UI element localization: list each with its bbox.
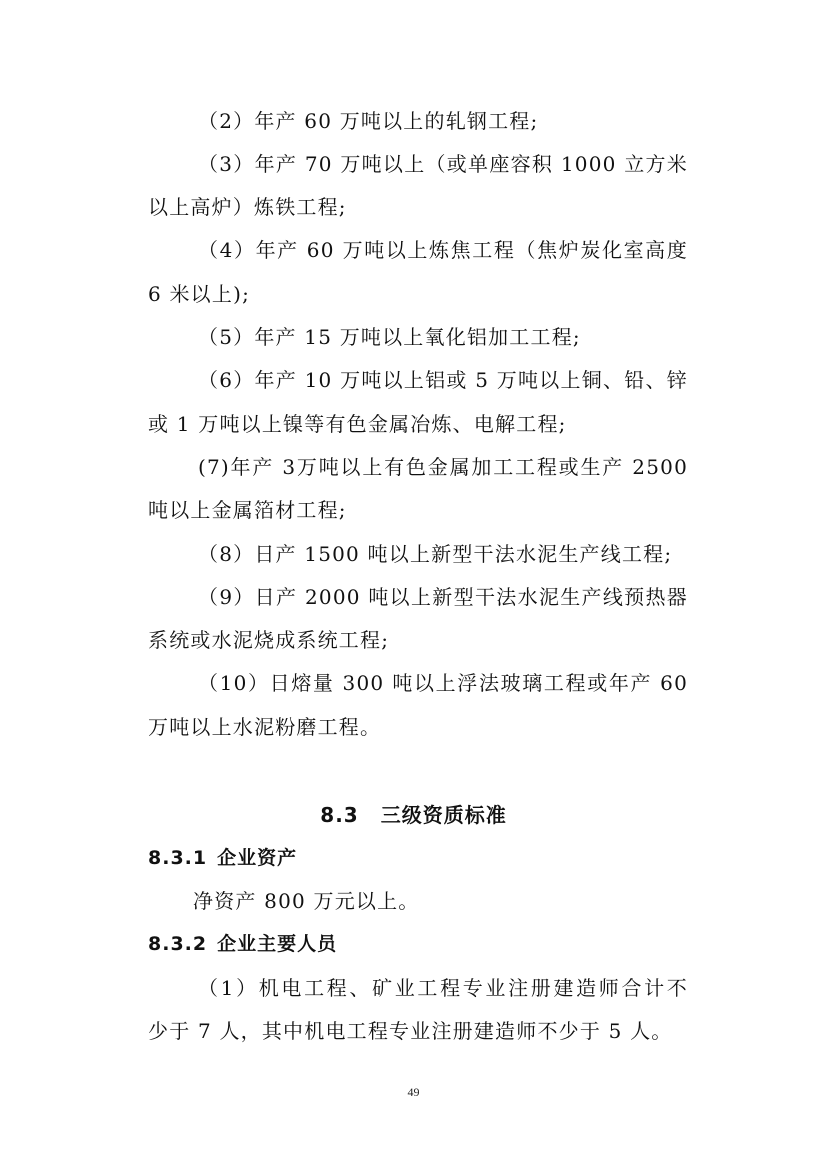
page-number: 49: [407, 1085, 420, 1099]
section-number: 8.3: [320, 803, 359, 827]
subsection-heading-assets: [148, 843, 297, 873]
list-item-5: （5）年产 15 万吨以上氧化铝加工工程;: [198, 325, 581, 349]
subsection-number: 8.3.2: [148, 933, 208, 955]
list-item-7-line-2: 吨以上金属箔材工程;: [148, 498, 347, 522]
subsection-title: 企业主要人员: [217, 933, 338, 955]
list-item-3-line-1: （3）年产 70 万吨以上（或单座容积 1000 立方米: [198, 152, 688, 176]
subsection-title: 企业资产: [217, 847, 298, 869]
list-item-7-line-1: (7)年产 3万吨以上有色金属加工工程或生产 2500: [198, 455, 688, 479]
assets-paragraph: 净资产 800 万元以上。: [193, 889, 420, 913]
list-item-6-line-1: （6）年产 10 万吨以上铝或 5 万吨以上铜、铅、锌: [198, 368, 688, 392]
list-item-4-line-2: 6 米以上);: [148, 282, 251, 306]
list-item-8: （8）日产 1500 吨以上新型干法水泥生产线工程;: [198, 542, 673, 566]
list-item-9-line-2: 系统或水泥烧成系统工程;: [148, 628, 390, 652]
list-item-2: （2）年产 60 万吨以上的轧钢工程;: [198, 109, 539, 133]
list-item-10-line-1: （10）日熔量 300 吨以上浮法玻璃工程或年产 60: [198, 671, 688, 695]
section-title: 三级资质标准: [380, 803, 507, 827]
subsection-heading-personnel: [148, 929, 337, 959]
list-item-3-line-2: 以上高炉）炼铁工程;: [148, 195, 347, 219]
list-item-6-line-2: 或 1 万吨以上镍等有色金属冶炼、电解工程;: [148, 412, 567, 436]
personnel-line-2: 少于 7 人，其中机电工程专业注册建造师不少于 5 人。: [148, 1019, 673, 1043]
list-item-9-line-1: （9）日产 2000 吨以上新型干法水泥生产线预热器: [198, 585, 688, 609]
section-heading: [0, 800, 827, 830]
list-item-10-line-2: 万吨以上水泥粉磨工程。: [148, 715, 382, 739]
subsection-number: 8.3.1: [148, 847, 208, 869]
personnel-line-1: （1）机电工程、矿业工程专业注册建造师合计不: [198, 976, 688, 1000]
list-item-4-line-1: （4）年产 60 万吨以上炼焦工程（焦炉炭化室高度: [198, 238, 688, 262]
